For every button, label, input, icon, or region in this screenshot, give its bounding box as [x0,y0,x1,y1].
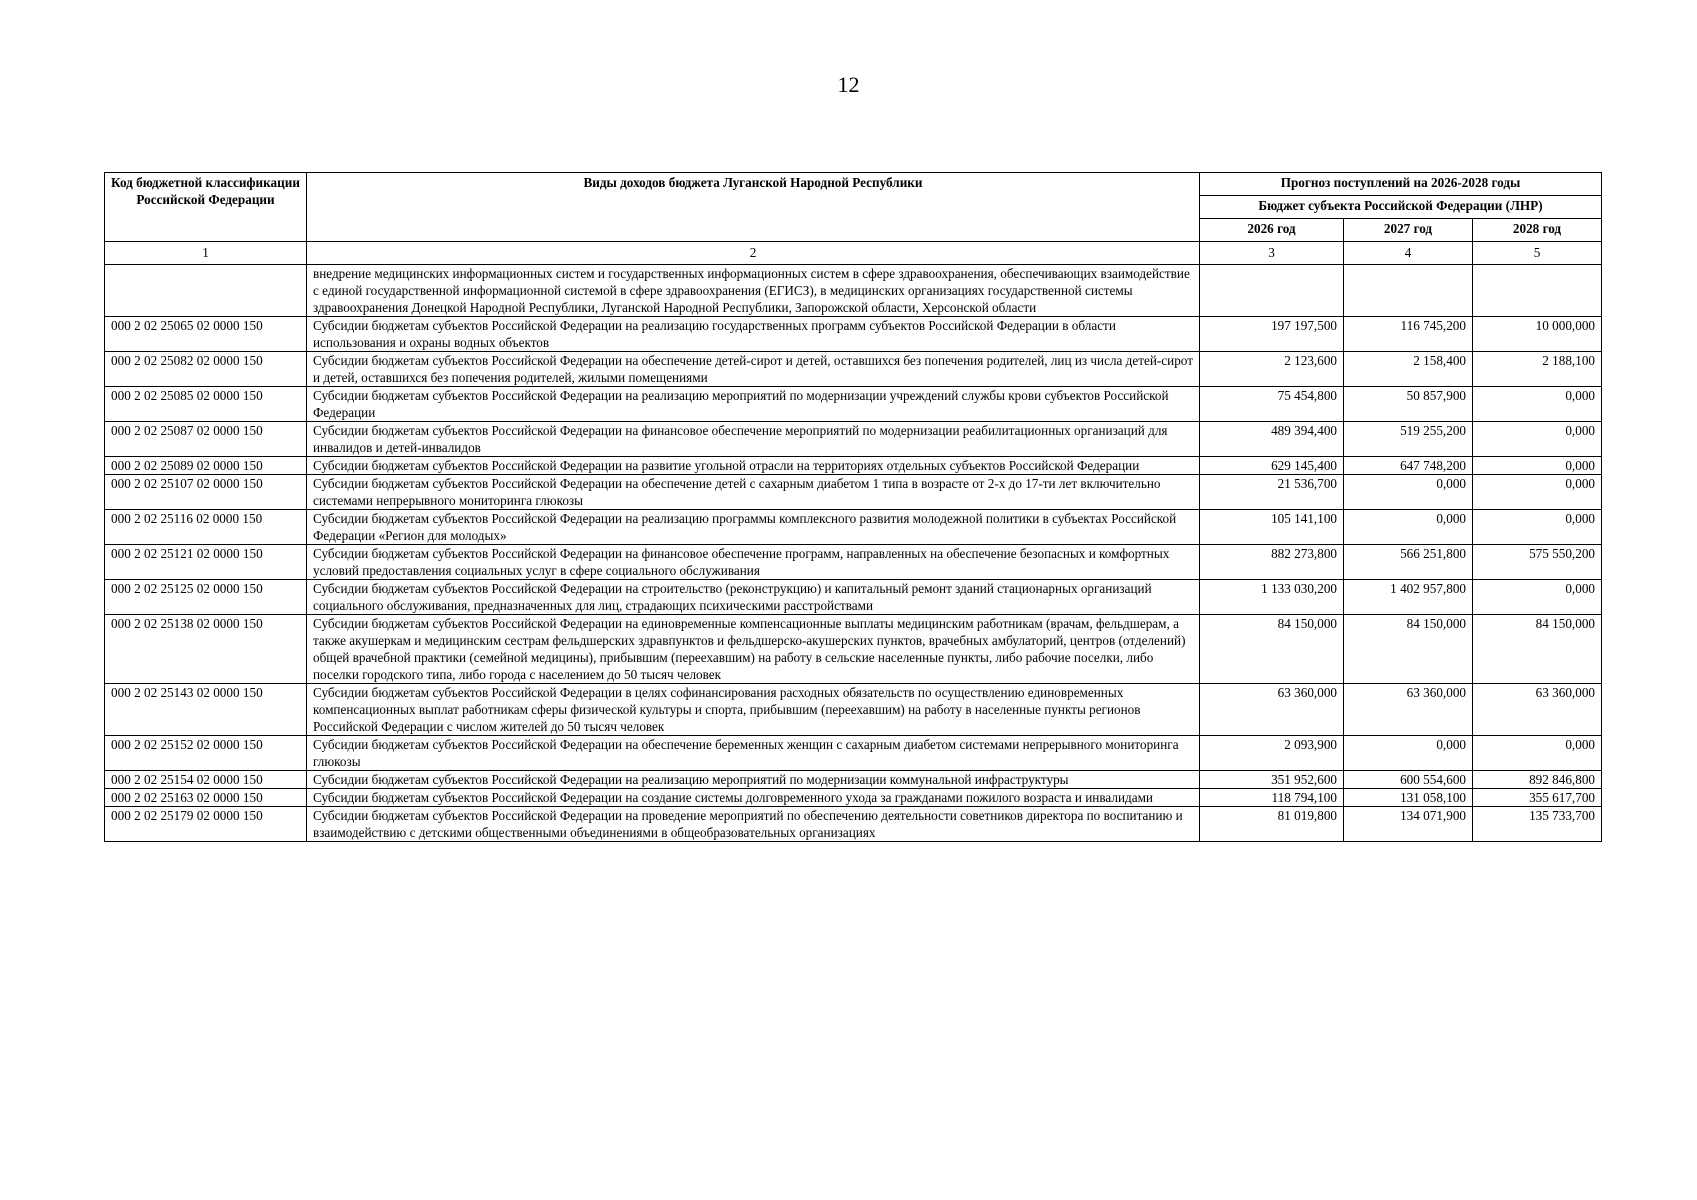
value-2026: 882 273,800 [1200,545,1344,580]
budget-code: 000 2 02 25082 02 0000 150 [105,352,307,387]
revenue-description: Субсидии бюджетам субъектов Российской Федерации на обеспечение детей с сахарным диабетом 1 типа в возрасте от 2-х до 17-ти лет включительно системами непрерывного мониторинга глюкозы [307,475,1200,510]
value-2026 [1200,265,1344,317]
value-2028: 892 846,800 [1473,771,1602,789]
column-number: 3 [1200,242,1344,265]
value-2026: 489 394,400 [1200,422,1344,457]
value-2027: 566 251,800 [1344,545,1473,580]
header-year-2026: 2026 год [1200,219,1344,242]
value-2028: 2 188,100 [1473,352,1602,387]
table-row [105,771,1602,789]
value-2026: 81 019,800 [1200,807,1344,842]
budget-code: 000 2 02 25089 02 0000 150 [105,457,307,475]
value-2026: 84 150,000 [1200,615,1344,684]
budget-code: 000 2 02 25121 02 0000 150 [105,545,307,580]
value-2028: 63 360,000 [1473,684,1602,736]
value-2026: 629 145,400 [1200,457,1344,475]
table-row [105,317,1602,352]
revenue-description: Субсидии бюджетам субъектов Российской Федерации в целях софинансирования расходных обязательств по осуществлению единовременных компенсационных выплат работникам сферы физической культуры и спорта, прибывшим (переехавшим) на работу в населенные пункты регионов Российской Федерации с числом жителей до 50 тысяч человек [307,684,1200,736]
value-2028: 575 550,200 [1473,545,1602,580]
value-2026: 351 952,600 [1200,771,1344,789]
value-2027: 647 748,200 [1344,457,1473,475]
value-2027: 0,000 [1344,475,1473,510]
header-code: Код бюджетной классификации Российской Федерации [105,173,307,242]
value-2026: 63 360,000 [1200,684,1344,736]
value-2026: 21 536,700 [1200,475,1344,510]
value-2026: 2 123,600 [1200,352,1344,387]
value-2028 [1473,265,1602,317]
value-2027: 519 255,200 [1344,422,1473,457]
table-row [105,457,1602,475]
revenue-description: Субсидии бюджетам субъектов Российской Федерации на создание системы долговременного ухода за гражданами пожилого возраста и инвалидами [307,789,1200,807]
table-row [105,510,1602,545]
value-2028: 10 000,000 [1473,317,1602,352]
table-row [105,265,1602,317]
budget-code: 000 2 02 25065 02 0000 150 [105,317,307,352]
value-2026: 75 454,800 [1200,387,1344,422]
revenue-description: Субсидии бюджетам субъектов Российской Федерации на строительство (реконструкцию) и капитальный ремонт зданий стационарных организаций социального обслуживания, предназначенных для лиц, страдающих психическими расстройствами [307,580,1200,615]
table-row [105,789,1602,807]
column-number: 4 [1344,242,1473,265]
value-2027 [1344,265,1473,317]
value-2026: 105 141,100 [1200,510,1344,545]
budget-code: 000 2 02 25163 02 0000 150 [105,789,307,807]
value-2027: 0,000 [1344,736,1473,771]
value-2028: 0,000 [1473,580,1602,615]
page-number: 12 [837,72,860,97]
header-year-2028: 2028 год [1473,219,1602,242]
revenue-description: Субсидии бюджетам субъектов Российской Федерации на развитие угольной отрасли на территориях отдельных субъектов Российской Федерации [307,457,1200,475]
value-2028: 0,000 [1473,387,1602,422]
value-2027: 600 554,600 [1344,771,1473,789]
value-2027: 0,000 [1344,510,1473,545]
value-2026: 197 197,500 [1200,317,1344,352]
value-2028: 0,000 [1473,510,1602,545]
budget-code: 000 2 02 25143 02 0000 150 [105,684,307,736]
budget-code: 000 2 02 25125 02 0000 150 [105,580,307,615]
value-2028: 135 733,700 [1473,807,1602,842]
value-2027: 50 857,900 [1344,387,1473,422]
column-number: 1 [105,242,307,265]
table-row [105,736,1602,771]
revenue-description: Субсидии бюджетам субъектов Российской Федерации на финансовое обеспечение мероприятий по модернизации реабилитационных организаций для инвалидов и детей-инвалидов [307,422,1200,457]
revenue-description: Субсидии бюджетам субъектов Российской Федерации на единовременные компенсационные выплаты медицинским работникам (врачам, фельдшерам, а также акушеркам и медицинским сестрам фельдшерских здравпунктов и фельдшерско-акушерских пунктов, врачебных амбулаторий, центров (отделений) общей врачебной практики (семейной медицины), прибывшим (переехавшим) на работу в сельские населенные пункты, либо рабочие поселки, либо поселки городского типа, либо города с населением до 50 тысяч человек [307,615,1200,684]
column-number: 2 [307,242,1200,265]
table-body [105,265,1602,842]
value-2026: 2 093,900 [1200,736,1344,771]
table-row [105,807,1602,842]
value-2027: 1 402 957,800 [1344,580,1473,615]
table-row [105,545,1602,580]
table-row [105,615,1602,684]
budget-code: 000 2 02 25085 02 0000 150 [105,387,307,422]
value-2027: 131 058,100 [1344,789,1473,807]
table-row [105,475,1602,510]
table-row [105,580,1602,615]
budget-code: 000 2 02 25179 02 0000 150 [105,807,307,842]
value-2026: 1 133 030,200 [1200,580,1344,615]
revenue-description: Субсидии бюджетам субъектов Российской Федерации на проведение мероприятий по обеспечению деятельности советников директора по воспитанию и взаимодействию с детскими общественными объединениями в общеобразовательных организациях [307,807,1200,842]
column-number-row [105,242,1602,265]
budget-code: 000 2 02 25116 02 0000 150 [105,510,307,545]
value-2027: 63 360,000 [1344,684,1473,736]
table-row [105,387,1602,422]
revenue-description: внедрение медицинских информационных систем и государственных информационных систем в сфере здравоохранения, обеспечивающих взаимодействие с единой государственной информационной системой в сфере здравоохранения (ЕГИСЗ), в медицинских организациях государственной системы здравоохранения Донецкой Народной Республики, Луганской Народной Республики, Запорожской области, Херсонской области [307,265,1200,317]
value-2027: 2 158,400 [1344,352,1473,387]
revenue-description: Субсидии бюджетам субъектов Российской Федерации на обеспечение беременных женщин с сахарным диабетом системами непрерывного мониторинга глюкозы [307,736,1200,771]
revenue-description: Субсидии бюджетам субъектов Российской Федерации на финансовое обеспечение программ, направленных на обеспечение безопасных и комфортных условий предоставления социальных услуг в сфере социального обслуживания [307,545,1200,580]
budget-code: 000 2 02 25087 02 0000 150 [105,422,307,457]
table-header [105,173,1602,265]
header-forecast: Прогноз поступлений на 2026-2028 годы [1200,173,1602,196]
revenue-table [104,172,1602,842]
revenue-description: Субсидии бюджетам субъектов Российской Федерации на реализацию мероприятий по модернизации коммунальной инфраструктуры [307,771,1200,789]
value-2026: 118 794,100 [1200,789,1344,807]
budget-code: 000 2 02 25107 02 0000 150 [105,475,307,510]
value-2027: 84 150,000 [1344,615,1473,684]
revenue-description: Субсидии бюджетам субъектов Российской Федерации на обеспечение детей-сирот и детей, оставшихся без попечения родителей, лиц из числа детей-сирот и детей, оставшихся без попечения родителей, жилыми помещениями [307,352,1200,387]
revenue-description: Субсидии бюджетам субъектов Российской Федерации на реализацию государственных программ субъектов Российской Федерации в области использования и охраны водных объектов [307,317,1200,352]
value-2028: 84 150,000 [1473,615,1602,684]
budget-code: 000 2 02 25152 02 0000 150 [105,736,307,771]
value-2028: 355 617,700 [1473,789,1602,807]
value-2028: 0,000 [1473,475,1602,510]
table-row [105,422,1602,457]
revenue-description: Субсидии бюджетам субъектов Российской Федерации на реализацию программы комплексного развития молодежной политики в субъектах Российской Федерации «Регион для молодых» [307,510,1200,545]
value-2028: 0,000 [1473,422,1602,457]
value-2028: 0,000 [1473,457,1602,475]
header-budget: Бюджет субъекта Российской Федерации (ЛНР) [1200,196,1602,219]
budget-code: 000 2 02 25138 02 0000 150 [105,615,307,684]
header-year-2027: 2027 год [1344,219,1473,242]
header-kind: Виды доходов бюджета Луганской Народной Республики [307,173,1200,242]
budget-code: 000 2 02 25154 02 0000 150 [105,771,307,789]
column-number: 5 [1473,242,1602,265]
budget-code [105,265,307,317]
value-2028: 0,000 [1473,736,1602,771]
table-row [105,352,1602,387]
value-2027: 116 745,200 [1344,317,1473,352]
revenue-description: Субсидии бюджетам субъектов Российской Федерации на реализацию мероприятий по модернизации учреждений службы крови субъектов Российской Федерации [307,387,1200,422]
table-row [105,684,1602,736]
value-2027: 134 071,900 [1344,807,1473,842]
